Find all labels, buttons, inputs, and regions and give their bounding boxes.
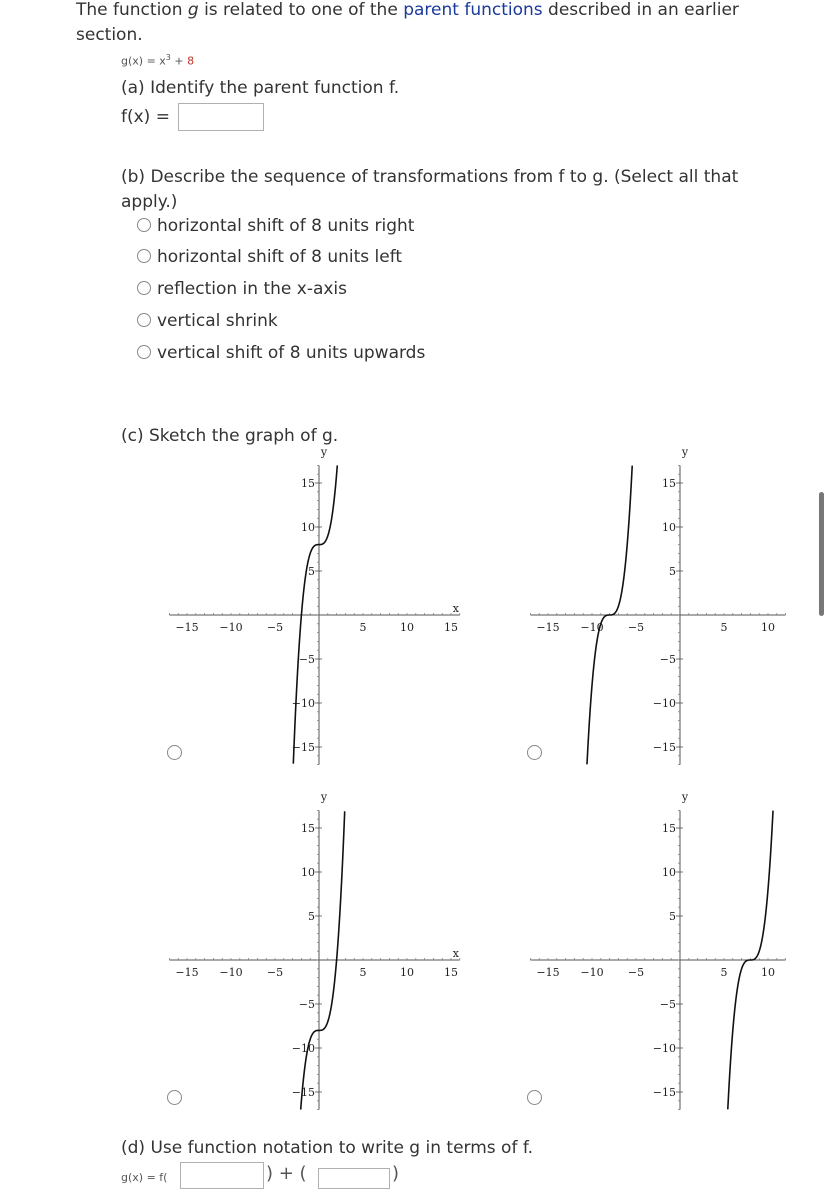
x-tick-label: 5 bbox=[359, 621, 367, 634]
y-tick-label: 15 bbox=[662, 822, 676, 835]
y-axis-label: y bbox=[681, 790, 689, 804]
close-paren: ) bbox=[392, 1163, 400, 1184]
y-tick-label: −10 bbox=[652, 697, 676, 710]
x-tick-label: −5 bbox=[627, 621, 645, 634]
plus-separator: ) + ( bbox=[266, 1163, 307, 1184]
x-tick-label: −5 bbox=[266, 621, 284, 634]
x-tick-label: −10 bbox=[580, 966, 604, 979]
y-tick-label: −5 bbox=[659, 998, 676, 1011]
x-tick-label: 15 bbox=[444, 966, 458, 979]
y-axis-label: y bbox=[320, 445, 328, 459]
y-tick-label: −15 bbox=[652, 1086, 676, 1099]
y-axis-label: y bbox=[320, 790, 328, 804]
option-reflection[interactable]: reflection in the x-axis bbox=[137, 278, 347, 300]
y-tick-label: −15 bbox=[291, 741, 315, 754]
y-tick-label: 5 bbox=[308, 565, 315, 578]
x-tick-label: −10 bbox=[580, 621, 604, 634]
x-tick-label: −15 bbox=[536, 621, 560, 634]
parent-functions-link[interactable]: parent functions bbox=[403, 0, 543, 20]
x-axis-label: x bbox=[452, 602, 459, 615]
part-a-prompt: (a) Identify the parent function f. bbox=[121, 78, 400, 98]
x-tick-label: −10 bbox=[219, 966, 243, 979]
y-tick-label: 10 bbox=[662, 521, 676, 534]
gx-label: g(x) = f( bbox=[121, 1171, 168, 1184]
y-tick-label: −5 bbox=[659, 653, 676, 666]
x-tick-label: −10 bbox=[219, 621, 243, 634]
x-tick-label: 10 bbox=[761, 966, 775, 979]
y-tick-label: 5 bbox=[669, 565, 676, 578]
part-c-prompt: (c) Sketch the graph of g. bbox=[121, 426, 339, 446]
y-tick-label: −10 bbox=[291, 697, 315, 710]
intro-text: The function g is related to one of the parent functions described in an earlier section. bbox=[76, 0, 739, 45]
y-tick-label: −15 bbox=[291, 1086, 315, 1099]
x-tick-label: −15 bbox=[175, 621, 199, 634]
y-tick-label: −5 bbox=[298, 998, 315, 1011]
y-tick-label: −5 bbox=[298, 653, 315, 666]
y-axis-label: y bbox=[681, 445, 689, 459]
part-b-prompt: (b) Describe the sequence of transformations from f to g. (Select all that apply.) bbox=[121, 167, 739, 212]
y-tick-label: 10 bbox=[301, 866, 315, 879]
option-vertical-shrink[interactable]: vertical shrink bbox=[137, 310, 278, 332]
option-shift-up[interactable]: vertical shift of 8 units upwards bbox=[137, 342, 425, 364]
x-axis-label: x bbox=[452, 947, 459, 960]
fx-label: f(x) = bbox=[121, 107, 170, 127]
x-tick-label: −5 bbox=[627, 966, 645, 979]
x-tick-label: 10 bbox=[400, 621, 414, 634]
y-tick-label: 5 bbox=[308, 910, 315, 923]
option-shift-left[interactable]: horizontal shift of 8 units left bbox=[137, 246, 402, 268]
y-tick-label: 15 bbox=[301, 477, 315, 490]
y-tick-label: 10 bbox=[662, 866, 676, 879]
y-tick-label: −15 bbox=[652, 741, 676, 754]
part-d-prompt: (d) Use function notation to write g in terms of f. bbox=[121, 1138, 533, 1158]
y-tick-label: 15 bbox=[301, 822, 315, 835]
x-tick-label: −5 bbox=[266, 966, 284, 979]
y-tick-label: −10 bbox=[652, 1042, 676, 1055]
scrollbar-thumb[interactable] bbox=[819, 492, 824, 616]
inner-expression-input[interactable] bbox=[180, 1162, 264, 1189]
x-tick-label: 15 bbox=[444, 621, 458, 634]
function-formula: $g(x) = x^3 + 8$ bbox=[121, 53, 195, 68]
option-shift-right[interactable]: horizontal shift of 8 units right bbox=[137, 215, 414, 237]
x-tick-label: 10 bbox=[761, 621, 775, 634]
x-tick-label: 5 bbox=[720, 621, 728, 634]
x-tick-label: −15 bbox=[536, 966, 560, 979]
x-tick-label: 5 bbox=[359, 966, 367, 979]
y-tick-label: 10 bbox=[301, 521, 315, 534]
y-tick-label: 5 bbox=[669, 910, 676, 923]
y-tick-label: 15 bbox=[662, 477, 676, 490]
y-tick-label: −10 bbox=[291, 1042, 315, 1055]
x-tick-label: 10 bbox=[400, 966, 414, 979]
x-tick-label: 5 bbox=[720, 966, 728, 979]
constant-input[interactable] bbox=[318, 1168, 390, 1189]
x-tick-label: −15 bbox=[175, 966, 199, 979]
